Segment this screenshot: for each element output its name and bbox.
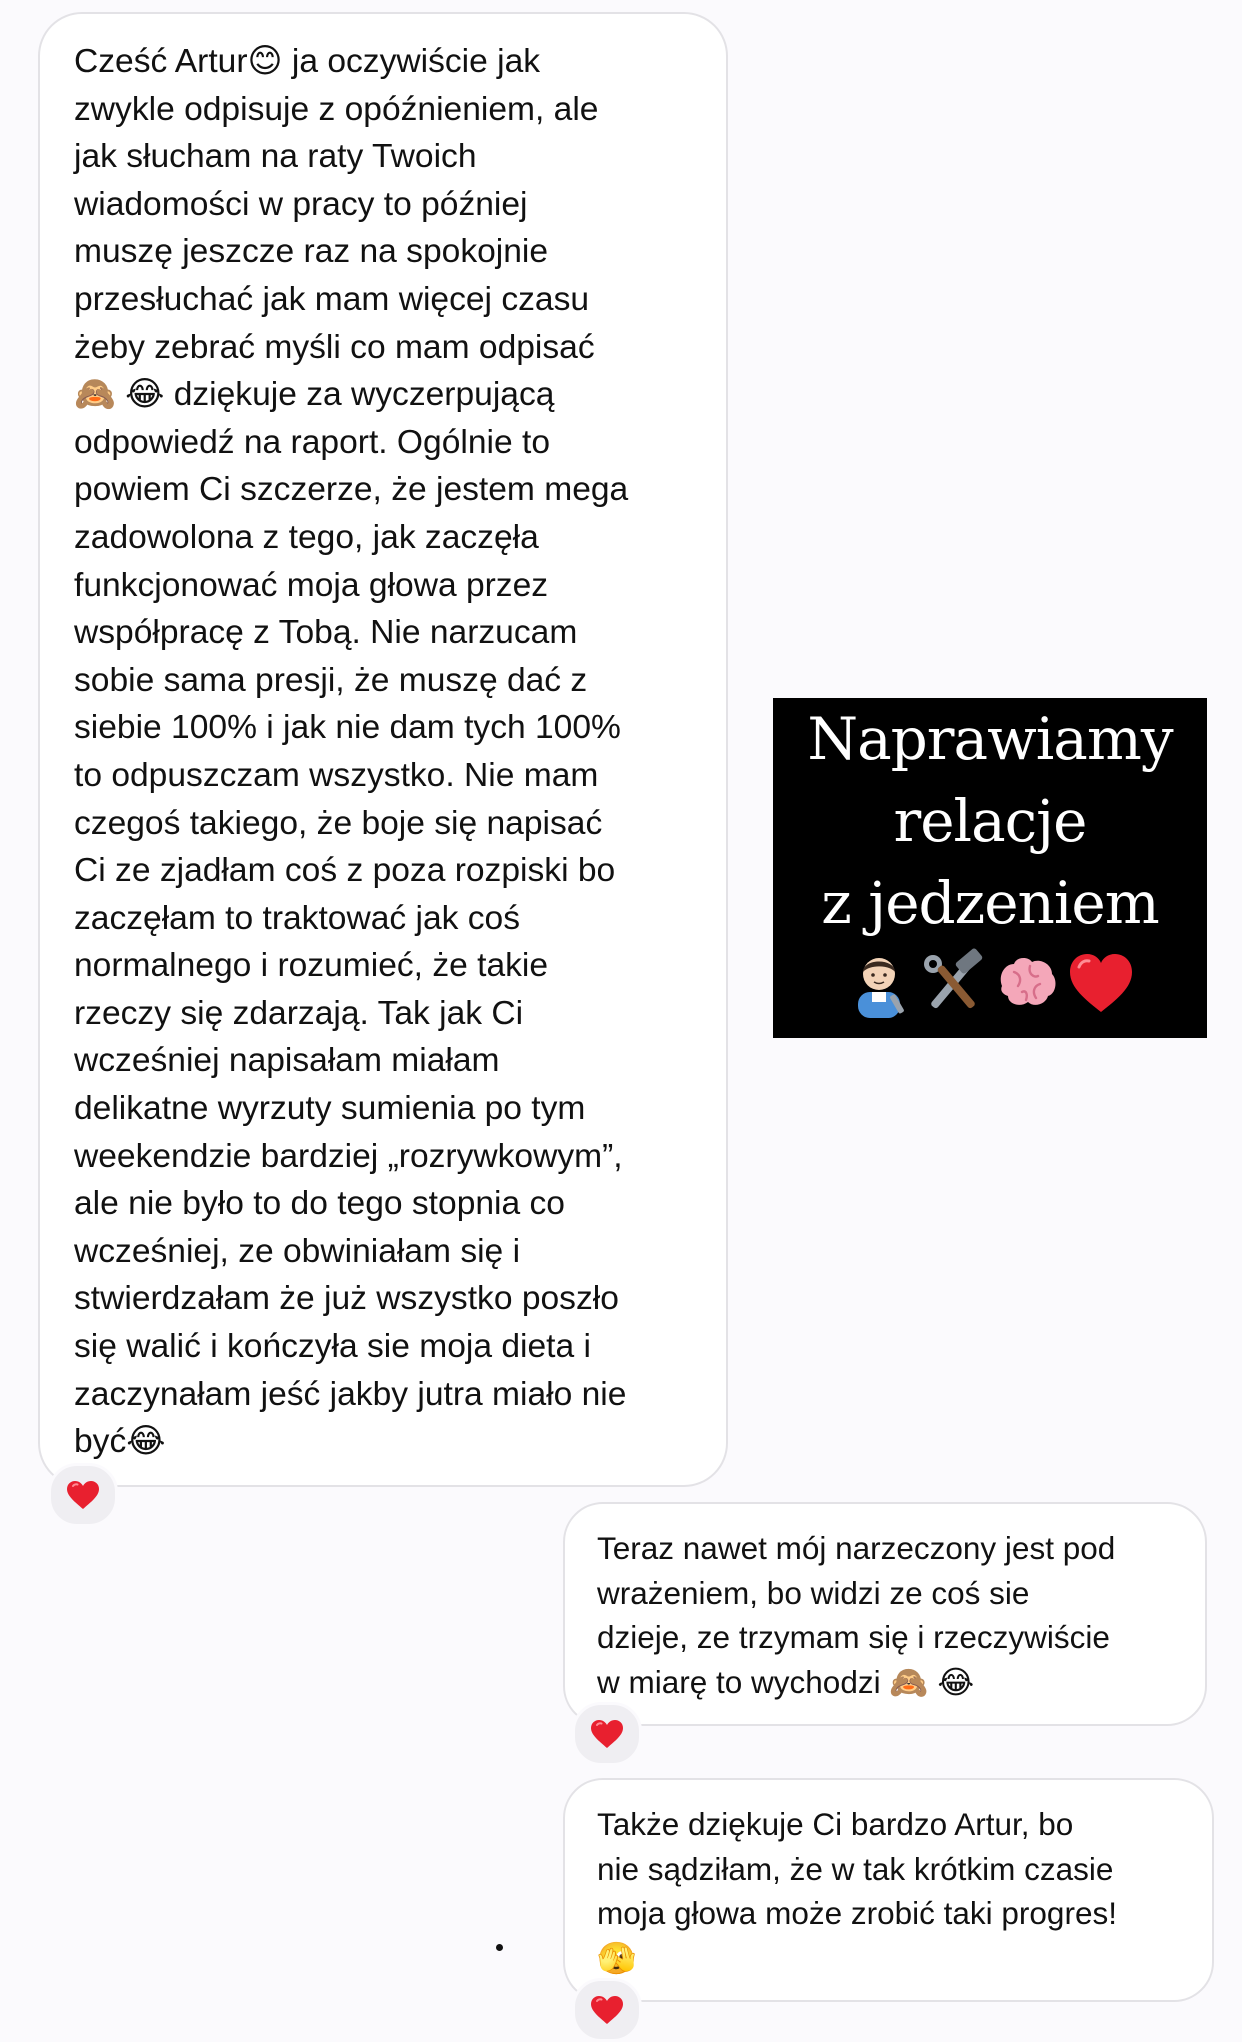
heart-reaction-icon — [66, 1480, 100, 1510]
mechanic-emoji-icon — [844, 948, 914, 1018]
caption-line: relacje — [893, 787, 1087, 855]
caption-line: Naprawiamy — [807, 705, 1173, 773]
heart-reaction-icon — [590, 1719, 624, 1749]
brain-icon — [992, 948, 1062, 1018]
story-caption-box — [773, 698, 1207, 1038]
message-text: Cześć Artur😊 ja oczywiście jak zwykle odpisuje z opóźnieniem, ale jak słucham na raty Twoich wiadomości w pracy to później muszę jeszcze raz na spokojnie przesłuchać jak mam więcej czasu żeby zebrać myśli co mam odpisać 🙈 😂 dziękuje za wyczerpującą odpowiedź na raport. Ogólnie to powiem Ci szczerze, że jestem mega zadowolona z tego, jak zaczęła funkcjonować moja głowa przez współpracę z Tobą. Nie narzucam sobie sama presji, że muszę dać z siebie 100% i jak nie dam tych 100% to odpuszczam wszystko. Nie mam czegoś takiego, że boje się napisać Ci ze zjadłam coś z poza rozpiski bo zaczęłam to traktować jak coś normalnego i rozumieć, że takie rzeczy się zdarzają. Tak jak Ci wcześniej napisałam miałam delikatne wyrzuty sumienia po tym weekendzie bardziej „rozrywkowym”, ale nie było to do tego stopnia co wcześniej, ze obwiniałam się i stwierdzałam że już wszystko poszło się walić i kończyła sie moja dieta i zaczynałam jeść jakby jutra miało nie być😂 — [74, 43, 629, 1461]
received-message-bubble[interactable] — [563, 1502, 1207, 1726]
message-text: Także dziękuje Ci bardzo Artur, bo nie sądziłam, że w tak krótkim czasie moja głowa może zrobić taki progres! 🫣 — [597, 1806, 1117, 1976]
stray-dot — [496, 1944, 503, 1951]
received-message-bubble[interactable] — [38, 12, 728, 1487]
reaction-badge[interactable] — [572, 1702, 642, 1766]
reaction-badge[interactable] — [48, 1463, 118, 1527]
message-text: Teraz nawet mój narzeczony jest pod wrażeniem, bo widzi ze coś sie dzieje, ze trzymam się i rzeczywiście w miarę to wychodzi 🙈 😂 — [597, 1530, 1116, 1700]
reaction-badge[interactable] — [572, 1978, 642, 2042]
heart-reaction-icon — [590, 1995, 624, 2025]
hammer-and-wrench-icon — [918, 948, 988, 1018]
caption-line: z jedzeniem — [821, 869, 1159, 937]
received-message-bubble[interactable] — [563, 1778, 1214, 2002]
red-heart-icon — [1066, 948, 1136, 1018]
caption-emoji-row — [773, 944, 1207, 1022]
